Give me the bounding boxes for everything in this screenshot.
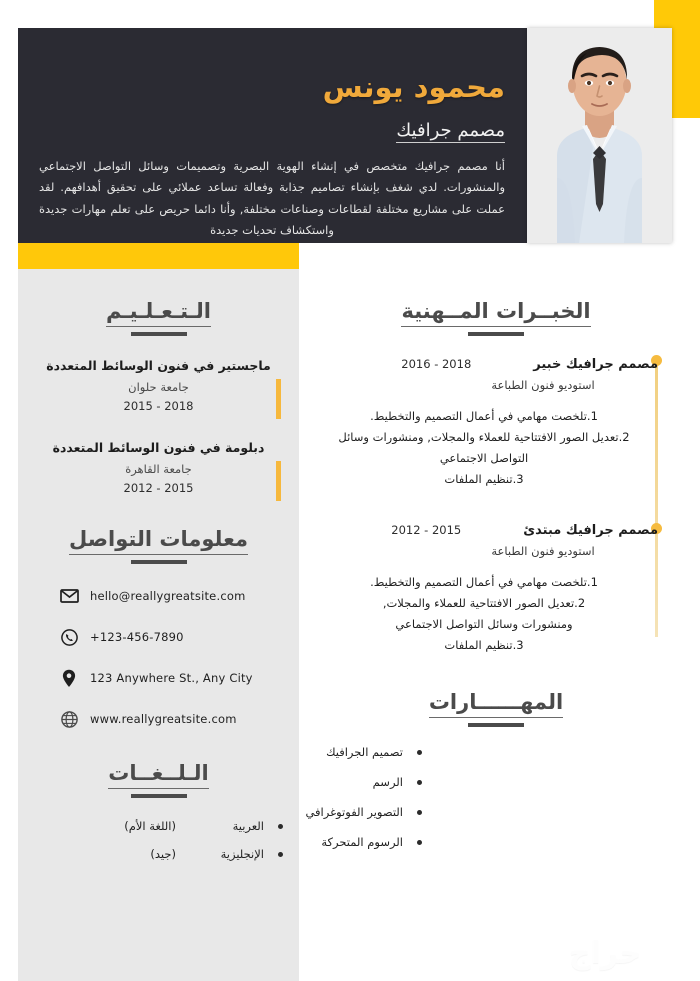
skills-heading bbox=[310, 690, 682, 727]
location-pin-icon bbox=[58, 667, 80, 689]
skill-name: الرسم bbox=[372, 775, 403, 789]
bullet-line: 2.تعديل الصور الافتتاحية للعملاء والمجلات, bbox=[382, 596, 586, 611]
experience-role: مصمم جرافيك مبتدئ bbox=[523, 523, 658, 538]
watermark: حراج bbox=[568, 935, 642, 971]
page-title: محمود يونس bbox=[322, 70, 505, 104]
heading-rule bbox=[131, 794, 187, 798]
languages-heading bbox=[18, 761, 299, 798]
experience-bullets bbox=[310, 406, 658, 490]
skills-heading-label: المهــــــارات bbox=[429, 690, 563, 718]
skills-list bbox=[305, 745, 660, 865]
list-item bbox=[38, 819, 283, 833]
bullet-line: ومنشورات وسائل التواصل الاجتماعي bbox=[395, 617, 573, 632]
bullet-line: 3.تنظيم الملفات bbox=[444, 638, 524, 653]
job-title: مصمم جرافيك bbox=[396, 120, 505, 141]
languages-heading-label: الـلــغــات bbox=[108, 761, 208, 789]
contact-row-phone[interactable] bbox=[58, 626, 288, 648]
language-name: الإنجليزية bbox=[220, 847, 264, 861]
experience-company: استوديو فنون الطباعة bbox=[491, 378, 595, 392]
contact-list bbox=[58, 585, 288, 749]
yellow-accent-right-strip bbox=[672, 6, 700, 118]
heading-rule bbox=[131, 332, 187, 336]
contact-row-email[interactable] bbox=[58, 585, 288, 607]
contact-row-address[interactable] bbox=[58, 667, 288, 689]
experience-heading bbox=[310, 299, 682, 336]
experience-heading-label: الخبــرات المــهنية bbox=[401, 299, 590, 327]
education-list bbox=[18, 357, 299, 521]
education-school: جامعة حلوان bbox=[128, 379, 189, 394]
list-item bbox=[310, 775, 660, 789]
education-years: 2015 - 2018 bbox=[123, 398, 194, 413]
bullet-line: التواصل الاجتماعي bbox=[439, 451, 529, 466]
contact-address: 123 Anywhere St., Any City bbox=[90, 671, 253, 685]
experience-years: 2016 - 2018 bbox=[401, 357, 472, 371]
experience-bullets bbox=[310, 572, 658, 656]
heading-rule bbox=[131, 560, 187, 564]
list-item bbox=[38, 847, 283, 861]
education-school: جامعة القاهرة bbox=[125, 461, 192, 476]
experience-item bbox=[310, 523, 658, 657]
phone-icon bbox=[58, 626, 80, 648]
bullet-line: 2.تعديل الصور الافتتاحية للعملاء والمجلات, ومنشورات وسائل bbox=[338, 430, 630, 445]
education-item bbox=[18, 357, 299, 413]
avatar bbox=[527, 28, 672, 243]
education-years: 2012 - 2015 bbox=[123, 480, 194, 495]
skill-name: الرسوم المتحركة bbox=[321, 835, 403, 849]
contact-heading-label: معلومات التواصل bbox=[69, 527, 248, 555]
education-heading bbox=[18, 299, 299, 336]
header-card bbox=[18, 28, 527, 243]
profile-summary: أنا مصمم جرافيك متخصص في إنشاء الهوية البصرية وتصميمات وسائل التواصل الاجتماعي والمنشورات. لدي شغف بإنشاء تصاميم جذابة وفعالة تساعد عملائي على تحقيق أهدافهم. لقد عملت على مشاريع مختلفة لقطاعات وصناعات مختلفة, وأنا دائما حريص على تعلم مهارات جديدة واستكشاف تحديات جديدة bbox=[39, 159, 505, 237]
skill-name: تصميم الجرافيك bbox=[326, 745, 403, 759]
experience-years: 2012 - 2015 bbox=[391, 523, 462, 537]
education-heading-label: الـتـعـلـيـم bbox=[106, 299, 211, 327]
experience-company: استوديو فنون الطباعة bbox=[491, 544, 595, 558]
sidebar bbox=[18, 269, 299, 981]
contact-email: hello@reallygreatsite.com bbox=[90, 589, 246, 603]
heading-rule bbox=[468, 723, 524, 727]
bullet-line: 3.تنظيم الملفات bbox=[444, 472, 524, 487]
contact-website: www.reallygreatsite.com bbox=[90, 712, 237, 726]
envelope-icon bbox=[58, 585, 80, 607]
contact-heading bbox=[18, 527, 299, 564]
list-item bbox=[310, 745, 660, 759]
main-column bbox=[310, 269, 682, 653]
language-level: (جيد) bbox=[150, 847, 176, 861]
experience-role: مصمم جرافيك خبير bbox=[533, 357, 658, 372]
language-name: العربية bbox=[232, 819, 264, 833]
bullet-dot-icon bbox=[417, 780, 422, 785]
bullet-dot-icon bbox=[417, 840, 422, 845]
yellow-accent-under-header bbox=[18, 243, 299, 269]
bullet-line: 1.تلخصت مهامي في أعمال التصميم والتخطيط. bbox=[370, 409, 598, 423]
education-degree: ماجستير في فنون الوسائط المتعددة bbox=[46, 358, 271, 373]
contact-row-website[interactable] bbox=[58, 708, 288, 730]
contact-phone: +123-456-7890 bbox=[90, 630, 184, 644]
languages-list bbox=[38, 819, 283, 875]
education-accent-bar bbox=[276, 461, 281, 501]
bullet-line: 1.تلخصت مهامي في أعمال التصميم والتخطيط. bbox=[370, 575, 598, 589]
education-accent-bar bbox=[276, 379, 281, 419]
globe-icon bbox=[58, 708, 80, 730]
language-level: (اللغة الأم) bbox=[124, 819, 176, 833]
list-item bbox=[305, 805, 660, 819]
education-item bbox=[18, 439, 299, 495]
bullet-dot-icon bbox=[278, 824, 283, 829]
bullet-dot-icon bbox=[278, 852, 283, 857]
list-item bbox=[310, 835, 660, 849]
skill-name: التصوير الفوتوغرافي bbox=[305, 805, 403, 819]
bullet-dot-icon bbox=[417, 750, 422, 755]
bullet-dot-icon bbox=[417, 810, 422, 815]
education-degree: دبلومة في فنون الوسائط المتعددة bbox=[52, 439, 265, 455]
experience-item bbox=[310, 357, 658, 491]
heading-rule bbox=[468, 332, 524, 336]
